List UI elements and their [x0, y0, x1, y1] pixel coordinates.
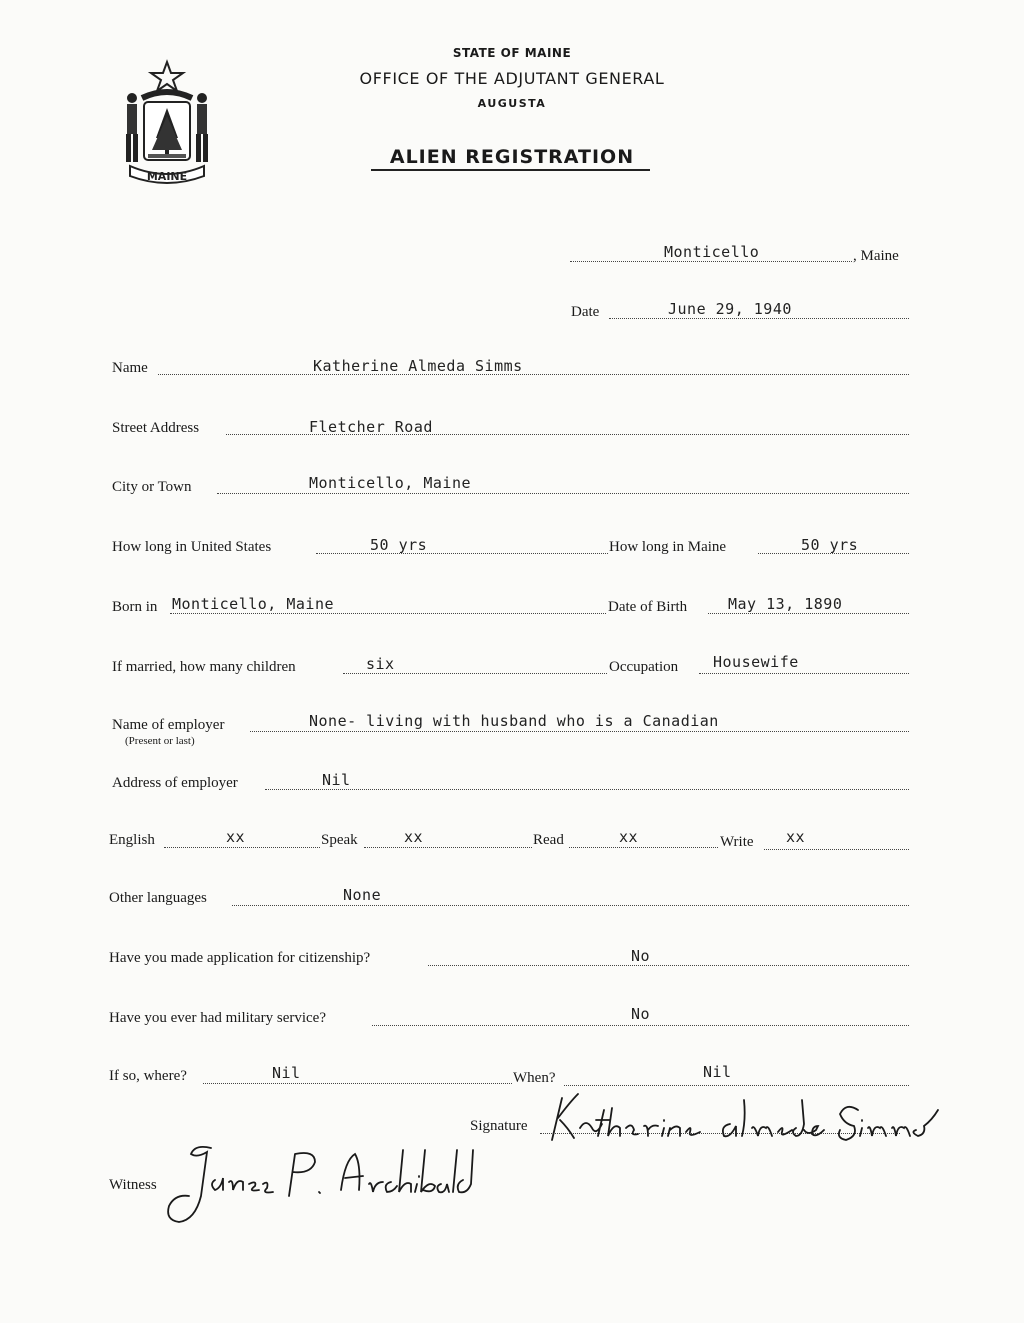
- witness-label: Witness: [109, 1177, 157, 1193]
- english-line: [164, 847, 320, 848]
- when-value[interactable]: Nil: [703, 1063, 732, 1081]
- children-line: [343, 673, 607, 674]
- name-line: [158, 374, 909, 375]
- employer-line: [250, 731, 909, 732]
- date-line: [609, 318, 909, 319]
- dob-line: [708, 613, 909, 614]
- citizenship-value[interactable]: No: [631, 947, 651, 965]
- speak-value[interactable]: xx: [404, 828, 424, 846]
- dob-label: Date of Birth: [608, 599, 688, 615]
- maine-duration-value[interactable]: 50 yrs: [801, 536, 859, 554]
- speak-label: Speak: [321, 832, 358, 848]
- employer-sublabel: (Present or last): [125, 735, 195, 747]
- when-label: When?: [513, 1070, 556, 1086]
- read-label: Read: [533, 832, 564, 848]
- header-city: AUGUSTA: [477, 97, 547, 110]
- occupation-value[interactable]: Housewife: [713, 653, 799, 671]
- english-value[interactable]: xx: [226, 828, 246, 846]
- employer-address-value[interactable]: Nil: [322, 771, 351, 789]
- write-line: [764, 849, 909, 850]
- other-languages-line: [232, 905, 909, 906]
- other-languages-label: Other languages: [109, 890, 207, 906]
- name-value[interactable]: Katherine Almeda Simms: [313, 357, 523, 375]
- us-duration-label: How long in United States: [112, 539, 272, 555]
- dob-value[interactable]: May 13, 1890: [728, 595, 843, 613]
- write-label: Write: [720, 834, 754, 850]
- seal-text: MAINE: [146, 170, 188, 183]
- born-in-label: Born in: [112, 599, 158, 615]
- children-label: If married, how many children: [112, 659, 296, 675]
- english-label: English: [109, 832, 155, 848]
- place-suffix: , Maine: [853, 248, 899, 264]
- city-value[interactable]: Monticello, Maine: [309, 474, 472, 492]
- maine-duration-label: How long in Maine: [609, 539, 727, 555]
- form-title: ALIEN REGISTRATION: [389, 146, 635, 168]
- street-label: Street Address: [112, 420, 200, 436]
- place-line: [570, 261, 852, 262]
- header-state: STATE OF MAINE: [452, 46, 572, 60]
- signature-label: Signature: [470, 1118, 528, 1134]
- children-value[interactable]: six: [366, 655, 395, 673]
- occupation-line: [699, 673, 909, 674]
- citizenship-line: [428, 965, 909, 966]
- employer-address-label: Address of employer: [112, 775, 238, 791]
- write-value[interactable]: xx: [786, 828, 806, 846]
- city-label: City or Town: [112, 479, 192, 495]
- us-duration-value[interactable]: 50 yrs: [370, 536, 428, 554]
- city-line: [217, 493, 909, 494]
- date-label: Date: [571, 304, 600, 320]
- speak-line: [364, 847, 532, 848]
- employer-address-line: [265, 789, 909, 790]
- where-line: [203, 1083, 512, 1084]
- witness-signature-handwriting: [155, 1140, 515, 1230]
- read-value[interactable]: xx: [619, 828, 639, 846]
- born-in-value[interactable]: Monticello, Maine: [172, 595, 335, 613]
- title-underline: [371, 169, 650, 171]
- citizenship-label: Have you made application for citizenship?: [109, 950, 371, 966]
- place-value[interactable]: Monticello: [664, 243, 760, 261]
- street-value[interactable]: Fletcher Road: [309, 418, 433, 436]
- name-label: Name: [112, 360, 148, 376]
- signature-handwriting: [540, 1080, 990, 1150]
- military-label: Have you ever had military service?: [109, 1010, 326, 1026]
- date-value[interactable]: June 29, 1940: [668, 300, 792, 318]
- born-in-line: [170, 613, 606, 614]
- occupation-label: Occupation: [609, 659, 679, 675]
- where-label: If so, where?: [109, 1068, 187, 1084]
- employer-value[interactable]: None- living with husband who is a Canadian: [309, 712, 719, 730]
- military-line: [372, 1025, 909, 1026]
- read-line: [569, 847, 718, 848]
- military-value[interactable]: No: [631, 1005, 651, 1023]
- header-office: OFFICE OF THE ADJUTANT GENERAL: [359, 69, 665, 88]
- other-languages-value[interactable]: None: [343, 886, 382, 904]
- us-duration-line: [316, 553, 608, 554]
- where-value[interactable]: Nil: [272, 1064, 301, 1082]
- employer-label: Name of employer: [112, 717, 225, 733]
